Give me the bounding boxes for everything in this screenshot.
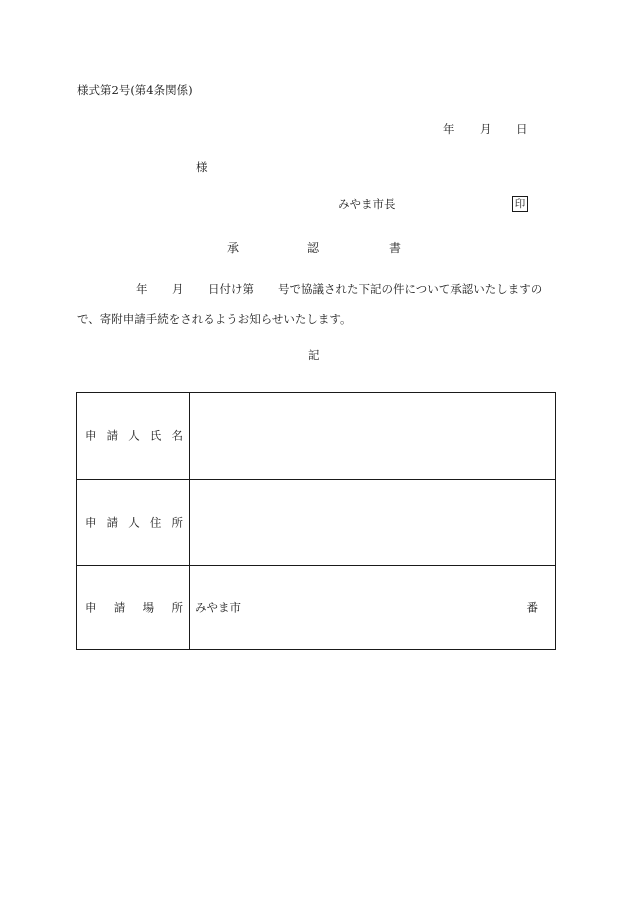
location-prefix: みやま市	[195, 599, 241, 614]
label-char: 氏	[149, 428, 162, 443]
label-char: 場	[142, 599, 155, 614]
row-label	[85, 514, 183, 529]
label-char: 請	[106, 514, 119, 529]
table-row-applicant-address	[77, 479, 555, 565]
record-heading: 記	[308, 348, 320, 362]
label-char: 所	[171, 599, 183, 614]
body-line-1-text: 号で協議された下記の件について承認いたしますの	[278, 282, 543, 296]
title-char: 承	[227, 241, 240, 255]
application-location-field[interactable]	[189, 566, 555, 649]
label-char: 所	[171, 514, 183, 529]
applicant-name-field[interactable]	[189, 393, 555, 479]
label-cell	[77, 566, 190, 649]
label-char: 名	[171, 428, 183, 443]
table-row-applicant-name	[77, 393, 555, 479]
label-char: 申	[85, 514, 97, 529]
body-year-label: 年	[136, 282, 148, 296]
date-year-label: 年	[443, 122, 455, 136]
body-line-2-text: で、寄附申請手続をされるようお知らせいたします。	[77, 312, 352, 326]
row-label	[85, 430, 183, 442]
form-number: 様式第2号(第4条関係)	[77, 83, 193, 97]
date-day-label: 日	[516, 122, 528, 136]
date-month-label: 月	[480, 122, 492, 136]
table-row-application-location	[77, 565, 555, 649]
body-month-label: 月	[172, 282, 184, 296]
title-char: 認	[307, 241, 320, 255]
label-char: 住	[149, 514, 162, 529]
label-cell	[77, 480, 190, 565]
label-char: 申	[85, 428, 97, 443]
issuer-title: みやま市長	[338, 197, 396, 211]
title-char: 書	[389, 241, 402, 255]
record-table	[76, 392, 556, 650]
label-char: 申	[85, 599, 97, 614]
label-cell	[77, 393, 190, 479]
row-label	[85, 599, 183, 614]
label-char: 人	[128, 514, 140, 529]
location-suffix: 番	[526, 599, 538, 614]
body-dated-label: 日付け第	[208, 282, 254, 296]
label-char: 請	[113, 599, 126, 614]
addressee-suffix: 様	[196, 160, 208, 174]
label-char: 人	[128, 428, 140, 443]
seal-mark: 印	[512, 196, 528, 212]
label-char: 請	[106, 428, 119, 443]
applicant-address-field[interactable]	[189, 480, 555, 565]
